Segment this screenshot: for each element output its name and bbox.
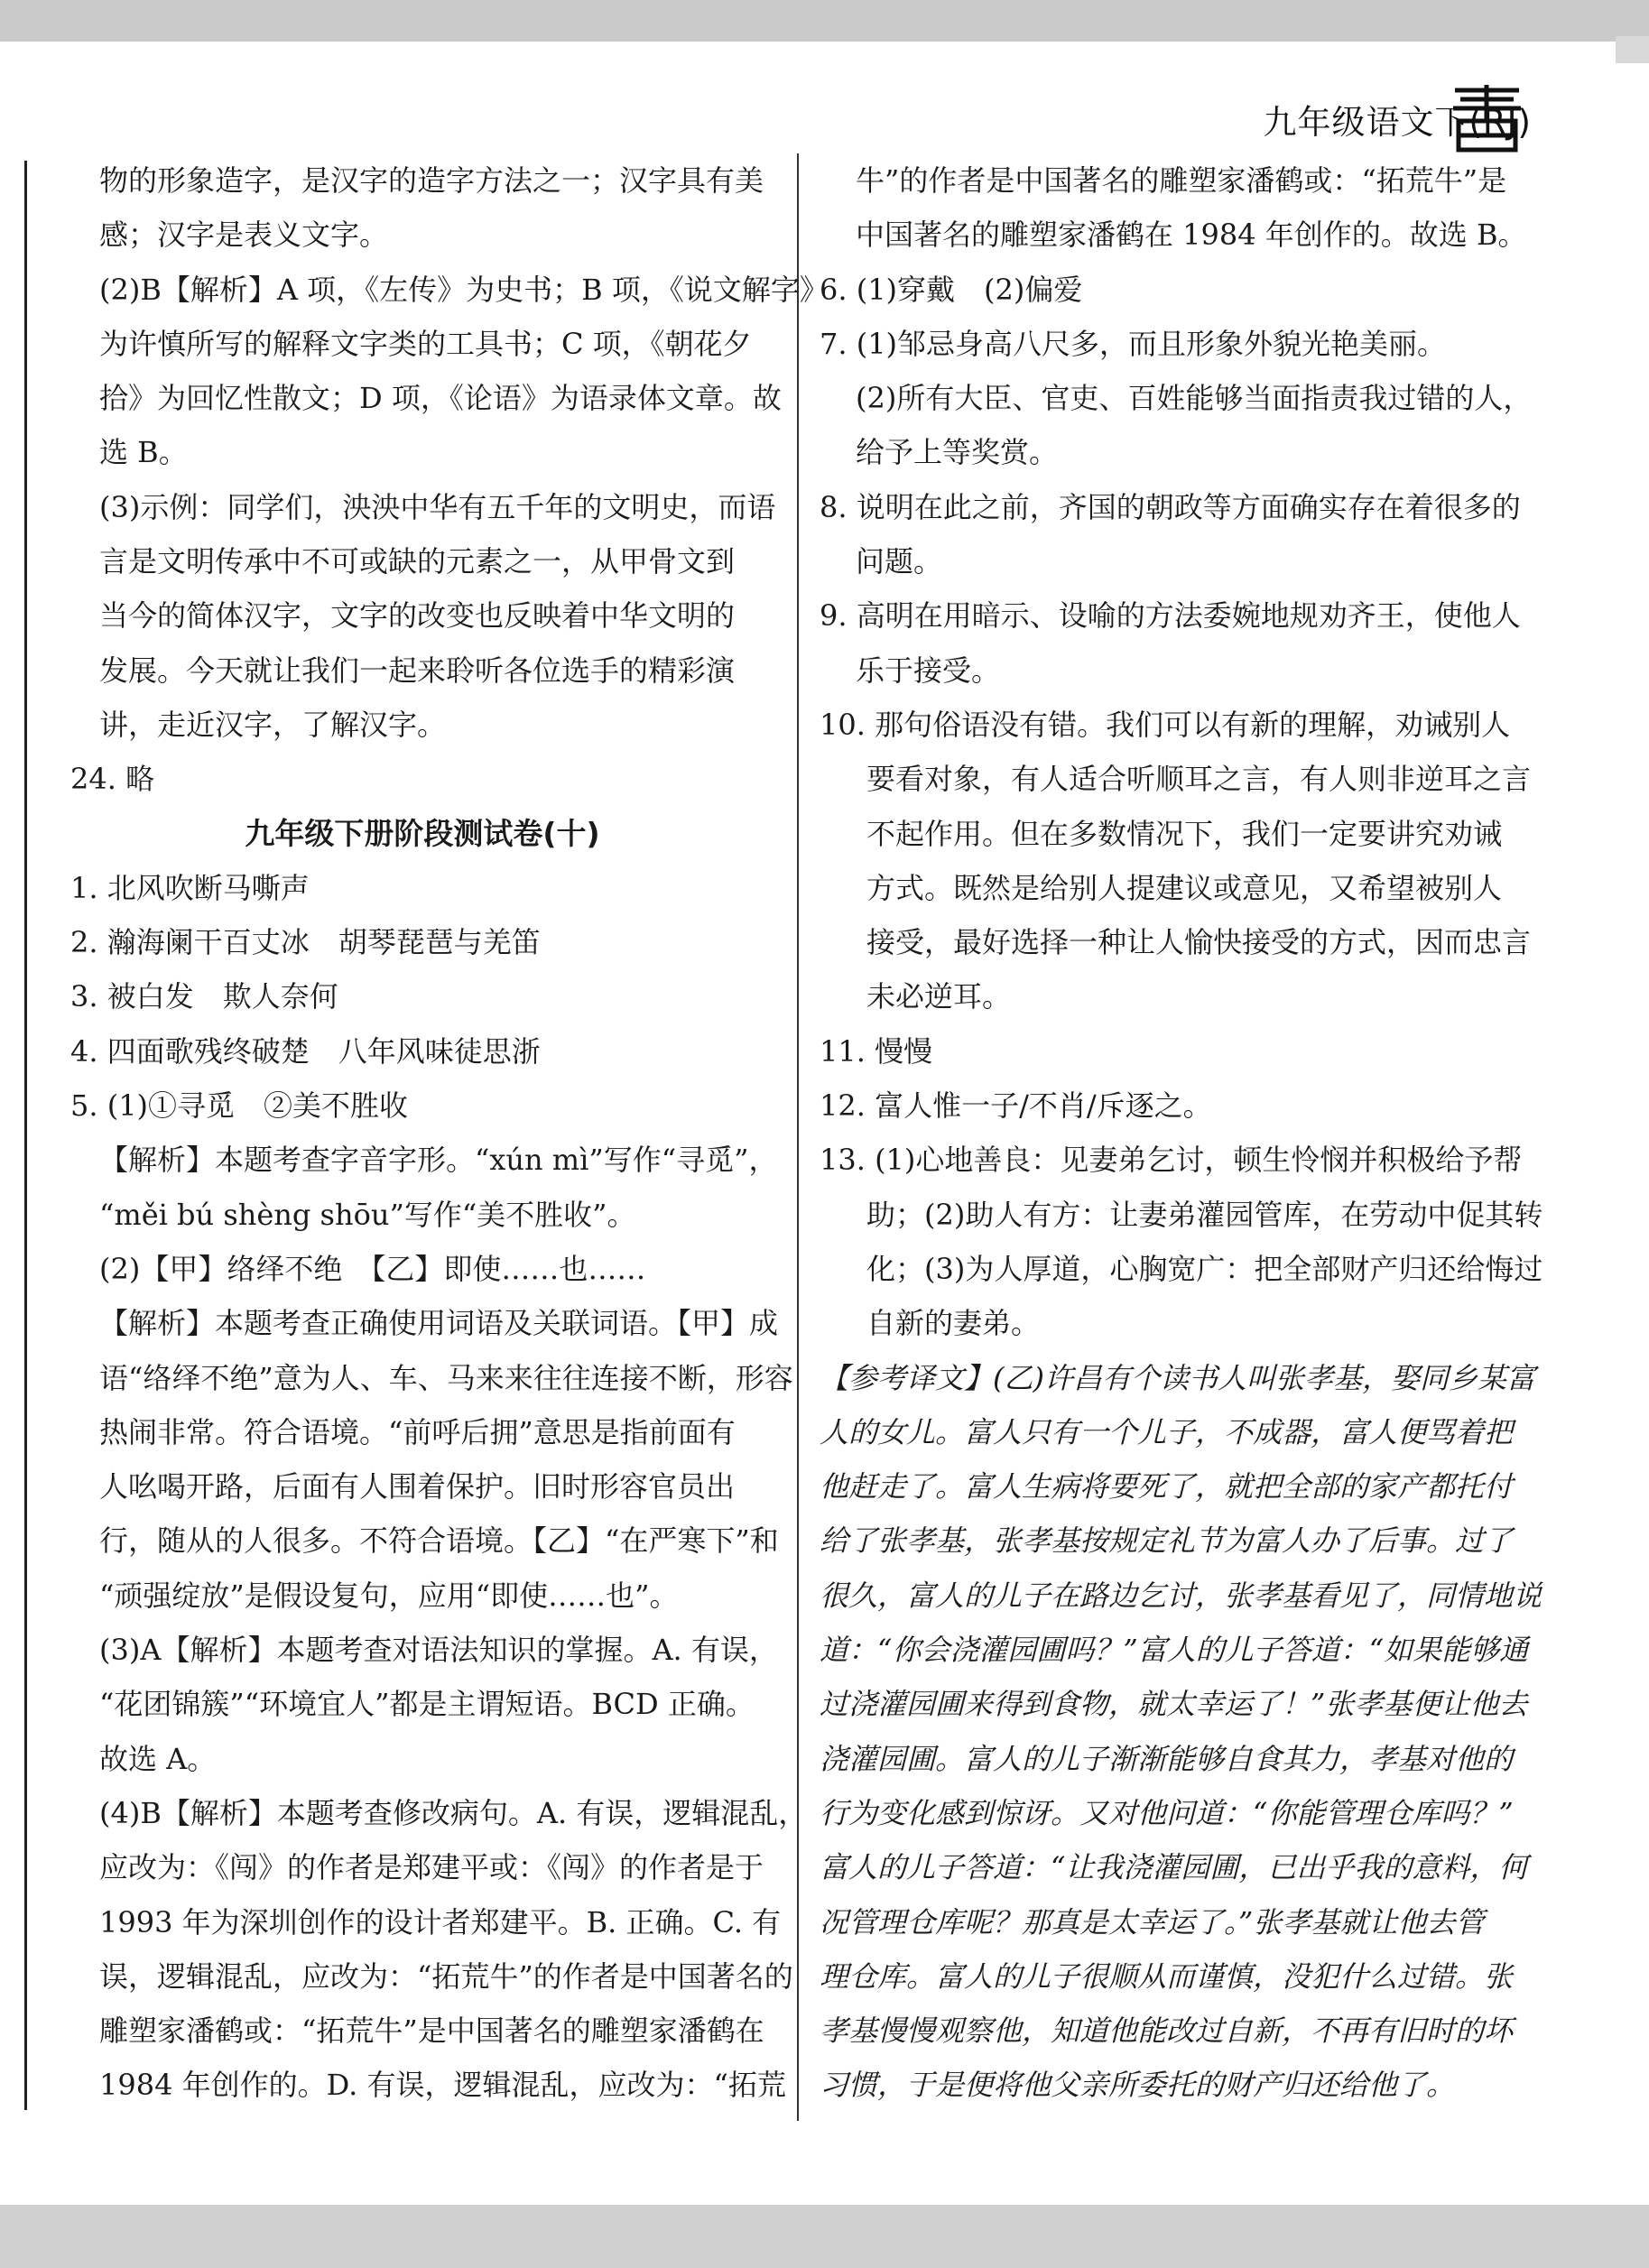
right-text-line: 给了张孝基，张孝基按规定礼节为富人办了后事。过了 (820, 1523, 1514, 1559)
right-text-line: 孝基慢慢观察他，知道他能改过自新，不再有旧时的坏 (820, 2013, 1514, 2049)
right-text-line: 富人的儿子答道：“让我浇灌园圃，已出乎我的意料，何 (820, 1850, 1528, 1885)
left-text-line: 物的形象造字，是汉字的造字方法之一；汉字具有美 (99, 163, 764, 198)
left-text-line: (2)【甲】络绎不绝 【乙】即使……也…… (99, 1251, 646, 1286)
bottom-scan-band (0, 2205, 1649, 2268)
left-margin-bar (24, 161, 27, 2110)
right-text-line: 过浇灌园圃来得到食物，就太幸运了！”张孝基便让他去 (820, 1687, 1528, 1722)
right-text-line: 12. 富人惟一子/不肖/斥逐之。 (820, 1088, 1212, 1124)
left-text-line: 【解析】本题考查正确使用词语及关联词语。【甲】成 (99, 1306, 779, 1341)
right-text-line: 浇灌园圃。富人的儿子渐渐能够自食其力，孝基对他的 (820, 1741, 1514, 1776)
left-text-line: (4)B【解析】本题考查修改病句。A. 有误，逻辑混乱， (99, 1795, 808, 1830)
left-text-line: 24. 略 (70, 762, 155, 797)
right-text-line: 6. (1)穿戴 (2)偏爱 (820, 272, 1083, 307)
left-text-line: (2)B【解析】A 项，《左传》为史书；B 项，《说文解字》 (99, 272, 829, 307)
left-text-line: 4. 四面歌残终破楚 八年风味徒思浙 (70, 1033, 541, 1069)
left-text-line: 人吆喝开路，后面有人围着保护。旧时形容官员出 (99, 1469, 736, 1504)
right-text-line: (2)所有大臣、官吏、百姓能够当面指责我过错的人， (856, 381, 1533, 416)
left-text-line: 应改为：《闯》的作者是郑建平或：《闯》的作者是于 (99, 1850, 764, 1885)
left-text-line: “顽强绽放”是假设复句，应用“即使……也”。 (99, 1578, 679, 1613)
right-text-line: 9. 高明在用暗示、设喻的方法委婉地规劝齐王，使他人 (820, 598, 1521, 634)
left-text-line: 当今的简体汉字，文字的改变也反映着中华文明的 (99, 598, 736, 634)
right-text-line: 况管理仓库呢？那真是太幸运了。”张孝基就让他去管 (820, 1904, 1485, 1939)
left-text-line: 感；汉字是表义文字。 (99, 218, 389, 253)
top-scan-edge (1616, 36, 1649, 63)
left-text-line: 发展。今天就让我们一起来聆听各位选手的精彩演 (99, 653, 736, 688)
top-scan-band (0, 0, 1649, 42)
right-text-line: 问题。 (856, 544, 943, 579)
right-text-line: 自新的妻弟。 (866, 1306, 1041, 1341)
right-text-line: 不起作用。但在多数情况下，我们一定要讲究劝诫 (866, 816, 1503, 851)
right-text-line: 助；(2)助人有方：让妻弟灌园管库，在劳动中促其转 (866, 1197, 1543, 1232)
right-text-line: 方式。既然是给别人提建议或意见，又希望被别人 (866, 870, 1503, 905)
left-text-line: 1. 北风吹断马嘶声 (70, 870, 310, 905)
left-text-line: 热闹非常。符合语境。“前呼后拥”意思是指前面有 (99, 1414, 736, 1449)
right-text-line: 人的女儿。富人只有一个儿子，不成器，富人便骂着把 (820, 1414, 1514, 1449)
right-text-line: 未必逆耳。 (866, 979, 1012, 1014)
right-text-line: 7. (1)邹忌身高八尺多，而且形象外貌光艳美丽。 (820, 326, 1447, 361)
right-text-line: 理仓库。富人的儿子很顺从而谨慎，没犯什么过错。张 (820, 1958, 1514, 1994)
right-text-line: 13. (1)心地善良：见妻弟乞讨，顿生怜悯并积极给予帮 (820, 1143, 1523, 1178)
right-text-line: 化；(3)为人厚道，心胸宽广：把全部财产归还给悔过 (866, 1251, 1543, 1286)
left-text-line: 3. 被白发 欺人奈何 (70, 979, 338, 1014)
right-text-line: 牛”的作者是中国著名的雕塑家潘鹤或：“拓荒牛”是 (856, 163, 1507, 198)
left-text-line: (3)A【解析】本题考查对语法知识的掌握。A. 有误， (99, 1633, 778, 1668)
right-text-line: 给予上等奖赏。 (856, 435, 1059, 470)
left-text-line: 九年级下册阶段测试卷(十) (245, 815, 600, 851)
right-text-line: 【参考译文】(乙)许昌有个读书人叫张孝基，娶同乡某富 (820, 1360, 1535, 1395)
right-text-line: 接受，最好选择一种让人愉快接受的方式，因而忠言 (866, 925, 1532, 960)
left-text-line: “花团锦簇”“环境宜人”都是主谓短语。BCD 正确。 (99, 1687, 755, 1722)
right-text-line: 8. 说明在此之前，齐国的朝政等方面确实存在着很多的 (820, 489, 1521, 524)
right-column (820, 153, 1543, 2113)
left-text-line: 语“络绎不绝”意为人、车、马来来往往连接不断，形容 (99, 1360, 793, 1395)
left-text-line: 误，逻辑混乱，应改为：“拓荒牛”的作者是中国著名的 (99, 1958, 793, 1994)
left-text-line: 选 B。 (99, 435, 188, 470)
left-column (70, 153, 829, 2113)
right-text-line: 习惯，于是便将他父亲所委托的财产归还给他了。 (820, 2068, 1456, 2103)
left-text-line: 故选 A。 (99, 1741, 217, 1776)
left-text-line: 雕塑家潘鹤或：“拓荒牛”是中国著名的雕塑家潘鹤在 (99, 2013, 764, 2049)
book-logo-icon (1444, 83, 1530, 155)
right-text-line: 中国著名的雕塑家潘鹤在 1984 年创作的。故选 B。 (856, 218, 1527, 253)
left-text-line: 1993 年为深圳创作的设计者郑建平。B. 正确。C. 有 (99, 1904, 782, 1939)
right-text-line: 他赶走了。富人生病将要死了，就把全部的家产都托付 (820, 1469, 1514, 1504)
left-text-line: 拾》为回忆性散文；D 项，《论语》为语录体文章。故 (99, 381, 782, 416)
left-text-line: 言是文明传承中不可或缺的元素之一，从甲骨文到 (99, 544, 736, 579)
right-text-line: 行为变化感到惊讶。又对他问道：“你能管理仓库吗？” (820, 1795, 1514, 1830)
right-text-line: 要看对象，有人适合听顺耳之言，有人则非逆耳之言 (866, 762, 1532, 797)
left-text-line: “měi bú shèng shōu”写作“美不胜收”。 (99, 1197, 636, 1232)
left-text-line: 【解析】本题考查字音字形。“xún mì”写作“寻觅”， (99, 1143, 778, 1178)
left-text-line: (3)示例：同学们，泱泱中华有五千年的文明史，而语 (99, 489, 776, 524)
right-text-line: 11. 慢慢 (820, 1033, 933, 1069)
left-text-line: 为许慎所写的解释文字类的工具书；C 项，《朝花夕 (99, 326, 752, 361)
left-text-line: 行，随从的人很多。不符合语境。【乙】“在严寒下”和 (99, 1523, 779, 1559)
right-text-line: 乐于接受。 (856, 653, 1001, 688)
page-header-title: 九年级语文下(RJ) (1263, 103, 1532, 142)
left-text-line: 2. 瀚海阑干百丈冰 胡琴琵琶与羌笛 (70, 925, 541, 960)
right-text-line: 10. 那句俗语没有错。我们可以有新的理解，劝诫别人 (820, 707, 1511, 742)
left-text-line: 5. (1)①寻觅 ②美不胜收 (70, 1088, 409, 1124)
right-text-line: 道：“你会浇灌园圃吗？”富人的儿子答道：“如果能够通 (820, 1633, 1529, 1668)
left-text-line: 讲，走近汉字，了解汉字。 (99, 707, 447, 742)
right-text-line: 很久，富人的儿子在路边乞讨，张孝基看见了，同情地说 (820, 1578, 1542, 1613)
left-text-line: 1984 年创作的。D. 有误，逻辑混乱，应改为：“拓荒 (99, 2068, 786, 2103)
